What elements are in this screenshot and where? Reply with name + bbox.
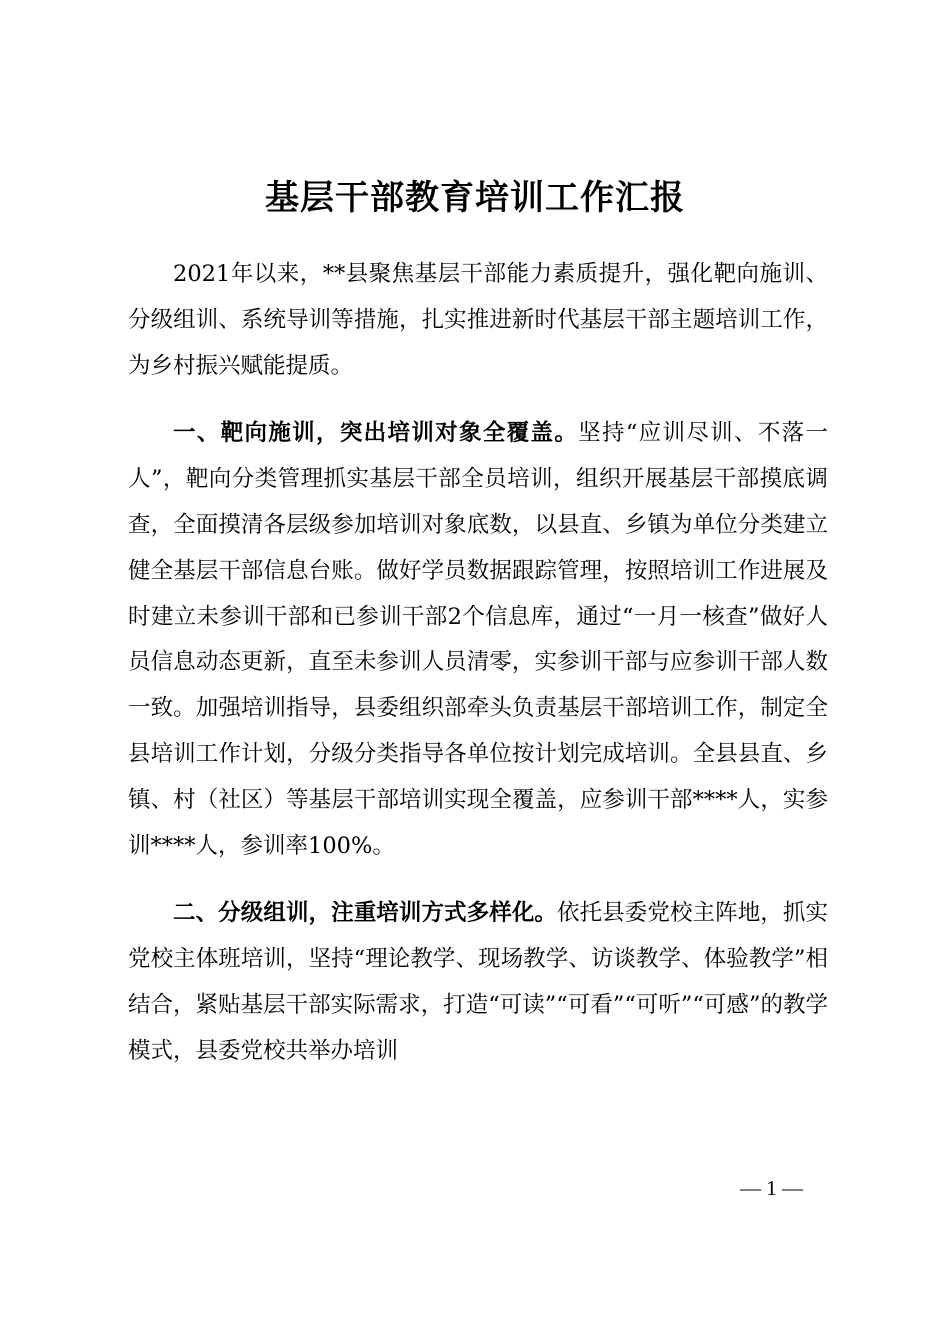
intro-paragraph: 2021年以来，**县聚焦基层干部能力素质提升，强化靶向施训、分级组训、系统导训等措施，扎实推进新时代基层干部主题培训工作，为乡村振兴赋能提质。: [128, 261, 828, 379]
paragraph-gap: [128, 389, 828, 411]
section-1-heading: 一、靶向施训，突出培训对象全覆盖。: [173, 420, 579, 447]
section-1-paragraph: [128, 411, 828, 869]
paragraph-gap: [128, 869, 828, 891]
section-2-paragraph: [128, 891, 828, 1074]
document-title: 基层干部教育培训工作汇报: [265, 178, 685, 218]
section-2-body: 依托县委党校主阵地，抓实党校主体班培训，坚持“理论教学、现场教学、访谈教学、体验教学”相结合，紧贴基层干部实际需求，打造“可读”“可看”“可听”“可感”的教学模式，县委党校共举办培训: [128, 900, 828, 1064]
page-number: — 1 —: [740, 1176, 803, 1200]
section-2-heading: 二、分级组训，注重培训方式多样化。: [173, 900, 557, 927]
section-1-body: 坚持“应训尽训、不落一人”，靶向分类管理抓实基层干部全员培训，组织开展基层干部摸底调查，全面摸清各层级参加培训对象底数，以县直、乡镇为单位分类建立健全基层干部信息台账。做好学员数据跟踪管理，按照培训工作进展及时建立未参训干部和已参训干部2个信息库，通过“一月一核查”做好人员信息动态更新，直至未参训人员清零，实参训干部与应参训干部人数一致。加强培训指导，县委组织部牵头负责基层干部培训工作，制定全县培训工作计划，分级分类指导各单位按计划完成培训。全县县直、乡镇、村（社区）等基层干部培训实现全覆盖，应参训干部****人，实参训****人，参训率100%。: [128, 420, 828, 859]
document-body: [128, 252, 828, 1075]
